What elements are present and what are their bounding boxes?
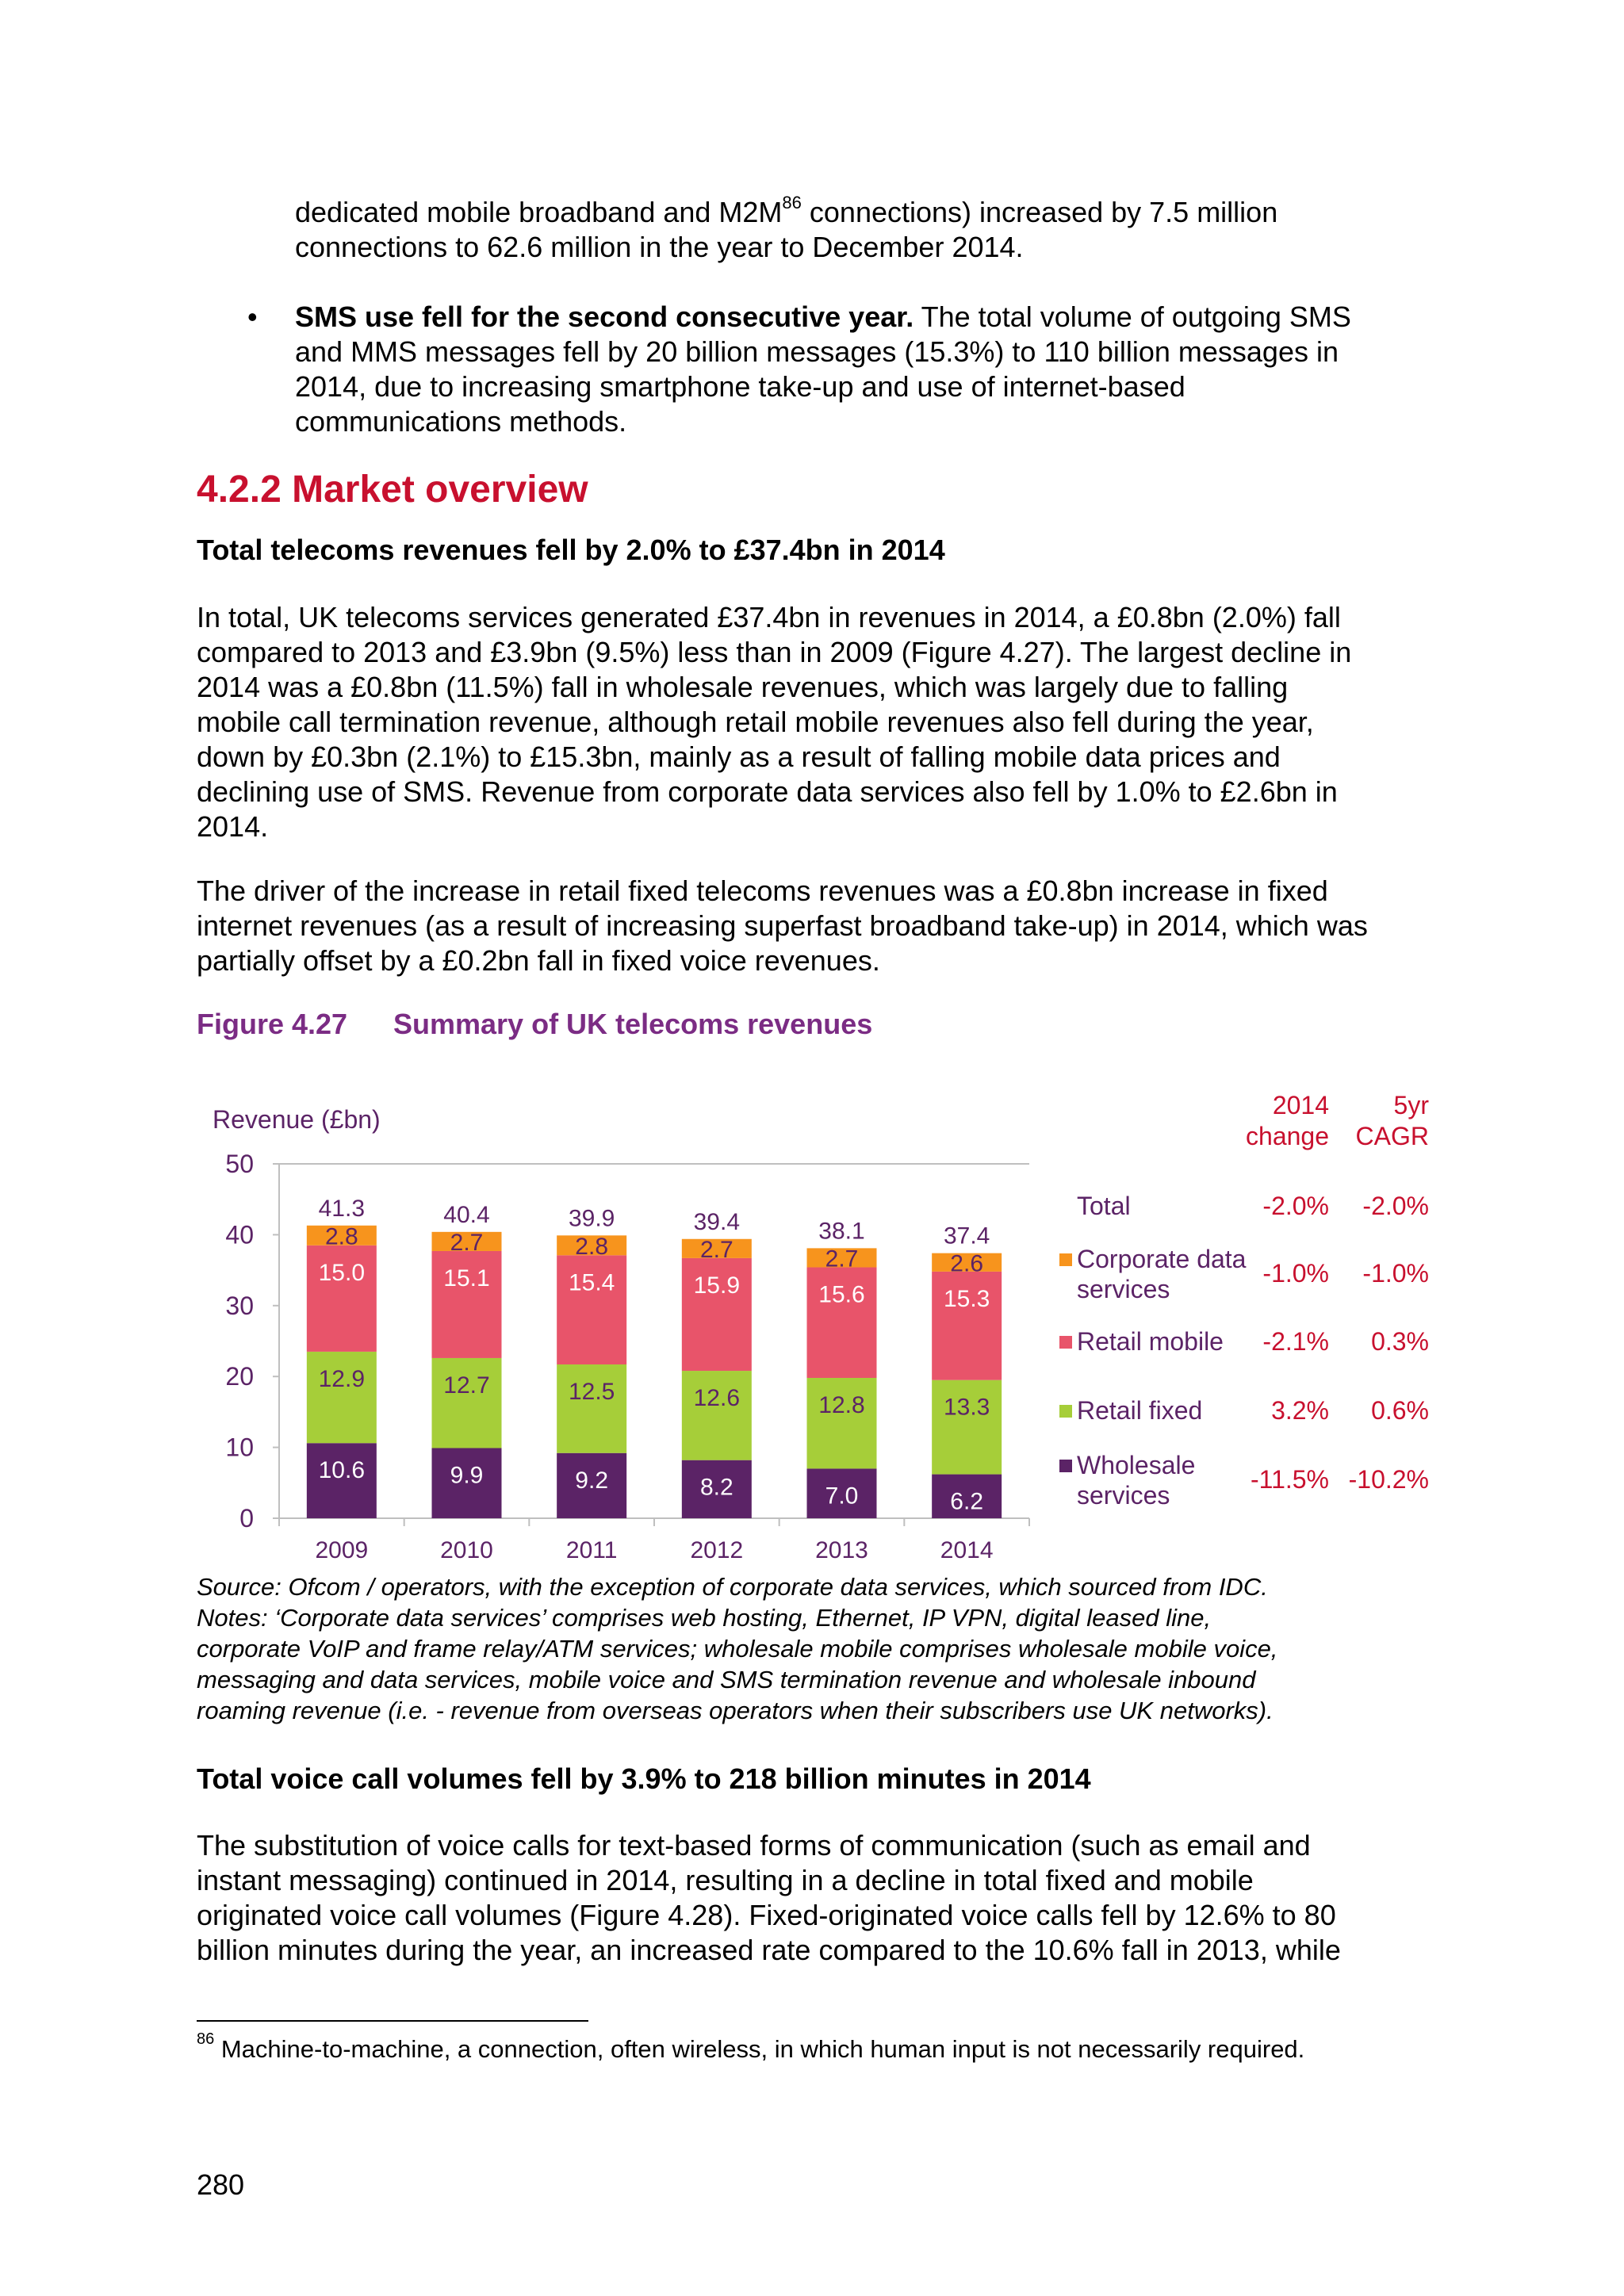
footnote-ref-86[interactable]: 86 [782, 193, 802, 212]
legend-marker [1059, 1336, 1072, 1349]
bar-value-label: 15.6 [818, 1281, 865, 1308]
notes-line3: corporate VoIP and frame relay/ATM services; wholesale mobile comprises wholesale mobile voice, [197, 1635, 1278, 1663]
para3-line1: The substitution of voice calls for text-based forms of communication (such as email and [197, 1829, 1311, 1862]
para1-line5: down by £0.3bn (2.1%) to £15.3bn, mainly as a result of falling mobile data prices and [197, 740, 1281, 773]
bar-value-label: 2.7 [825, 1246, 859, 1272]
para3-line4: billion minutes during the year, an increased rate compared to the 10.6% fall in 2013, while [197, 1934, 1341, 1966]
bar-value-label: 12.9 [318, 1365, 366, 1392]
bar-value-label: 10.6 [318, 1457, 366, 1484]
x-tick-label: 2014 [940, 1537, 994, 1563]
para1-line6: declining use of SMS. Revenue from corporate data services also fell by 1.0% to £2.6bn in [197, 775, 1338, 808]
legend-label: services [1077, 1481, 1170, 1510]
bar-value-label: 13.3 [943, 1394, 990, 1421]
bar-value-label: 2.6 [950, 1250, 984, 1277]
section-heading: 4.2.2 Market overview [197, 469, 588, 511]
notes-line5: roaming revenue (i.e. - revenue from overseas operators when their subscribers use UK networks). [197, 1697, 1274, 1724]
para1-line3: 2014 was a £0.8bn (11.5%) fall in wholesale revenues, which was largely due to falling [197, 671, 1289, 703]
table-header-cagr: 5yr [1393, 1091, 1429, 1119]
footnote [197, 2030, 1305, 2065]
bar-total-label: 39.9 [568, 1205, 615, 1232]
bar-value-label: 9.9 [450, 1462, 484, 1489]
table-change-value: -2.0% [1262, 1192, 1329, 1220]
para2-line2: internet revenues (as a result of increasing superfast broadband take-up) in 2014, which was [197, 909, 1368, 942]
para3-line2: instant messaging) continued in 2014, resulting in a decline in total fixed and mobile [197, 1864, 1254, 1896]
bar-value-label: 8.2 [699, 1474, 733, 1501]
bar-total-label: 37.4 [943, 1223, 990, 1249]
x-tick-label: 2013 [815, 1537, 868, 1563]
bar-value-label: 7.0 [825, 1483, 859, 1510]
y-axis-label: Revenue (£bn) [213, 1105, 381, 1134]
subheading-revenues: Total telecoms revenues fell by 2.0% to £37.4bn in 2014 [197, 534, 945, 566]
bar-segment [557, 1364, 626, 1453]
figure-caption: Summary of UK telecoms revenues [393, 1008, 873, 1040]
y-tick-label: 0 [239, 1504, 254, 1533]
intro-line1-post: connections) increased by 7.5 million [801, 196, 1278, 228]
x-tick-label: 2010 [440, 1537, 493, 1563]
notes-line4: messaging and data services, mobile voice and SMS termination revenue and wholesale inbound [197, 1666, 1256, 1693]
bar-value-label: 2.7 [699, 1236, 733, 1263]
legend-label: Retail mobile [1077, 1327, 1224, 1356]
bullet-icon: • [247, 300, 258, 333]
sms-bullet-line3: 2014, due to increasing smartphone take-up and use of internet-based [295, 370, 1185, 403]
table-cagr-value: 0.3% [1371, 1327, 1429, 1356]
bar-total-label: 39.4 [693, 1208, 741, 1235]
legend-marker [1059, 1253, 1072, 1266]
y-tick-label: 40 [225, 1220, 254, 1249]
y-tick-label: 50 [225, 1150, 254, 1178]
legend-label: Wholesale [1077, 1451, 1196, 1479]
notes-line1: Source: Ofcom / operators, with the exception of corporate data services, which sourced from IDC. [197, 1573, 1268, 1601]
legend-marker [1059, 1405, 1072, 1418]
sms-bullet-bold: SMS use fell for the second consecutive year. [295, 300, 914, 333]
table-change-value: -1.0% [1262, 1259, 1329, 1288]
page-number: 280 [197, 2168, 245, 2201]
bar-total-label: 38.1 [818, 1218, 865, 1245]
sms-bullet-line2: and MMS messages fell by 20 billion messages (15.3%) to 110 billion messages in [295, 335, 1339, 368]
footnote-divider [197, 2020, 588, 2022]
figure-notes [197, 1571, 1481, 1726]
table-header-cagr: CAGR [1355, 1122, 1429, 1150]
bar-value-label: 2.7 [450, 1229, 484, 1256]
table-header-change: 2014 [1272, 1091, 1329, 1119]
footnote-text: Machine-to-machine, a connection, often wireless, in which human input is not necessarily required. [214, 2035, 1305, 2063]
x-tick-label: 2012 [690, 1537, 744, 1563]
bar-value-label: 15.3 [943, 1285, 990, 1312]
bar-value-label: 12.6 [693, 1385, 741, 1412]
bar-value-label: 15.9 [693, 1272, 741, 1299]
table-change-value: -2.1% [1262, 1327, 1329, 1356]
bar-value-label: 15.1 [443, 1265, 490, 1292]
intro-line1-pre: dedicated mobile broadband and M2M [295, 196, 783, 228]
table-cagr-value: -1.0% [1362, 1259, 1429, 1288]
bar-value-label: 15.0 [318, 1259, 366, 1286]
y-tick-label: 20 [225, 1362, 254, 1391]
bar-value-label: 2.8 [575, 1233, 609, 1260]
para1-line4: mobile call termination revenue, although retail mobile revenues also fell during the year, [197, 706, 1314, 738]
bar-value-label: 12.8 [818, 1391, 865, 1418]
legend-label: Retail fixed [1077, 1396, 1203, 1425]
bar-value-label: 6.2 [950, 1488, 984, 1515]
bar-value-label: 15.4 [568, 1269, 615, 1296]
y-tick-label: 30 [225, 1291, 254, 1320]
table-change-value: 3.2% [1271, 1396, 1329, 1425]
table-cagr-value: -10.2% [1348, 1465, 1429, 1494]
legend-marker [1059, 1460, 1072, 1472]
para1-line1: In total, UK telecoms services generated £37.4bn in revenues in 2014, a £0.8bn (2.0%) fall [197, 601, 1341, 633]
sms-bullet-line1: The total volume of outgoing SMS [914, 300, 1351, 333]
bar-total-label: 40.4 [443, 1201, 490, 1228]
sms-bullet-line4: communications methods. [295, 405, 627, 438]
subheading-voice: Total voice call volumes fell by 3.9% to 218 billion minutes in 2014 [197, 1762, 1091, 1795]
table-cagr-value: -2.0% [1362, 1192, 1429, 1220]
paragraph-voice [197, 1828, 1465, 1968]
x-tick-label: 2009 [315, 1537, 369, 1563]
y-tick-label: 10 [225, 1433, 254, 1462]
para1-line7: 2014. [197, 810, 269, 843]
bar-value-label: 2.8 [324, 1223, 358, 1250]
footnote-number: 86 [197, 2030, 215, 2048]
table-change-value: -11.5% [1250, 1465, 1329, 1494]
para1-line2: compared to 2013 and £3.9bn (9.5%) less than in 2009 (Figure 4.27). The largest decline in [197, 636, 1352, 668]
notes-line2: Notes: ‘Corporate data services’ comprises web hosting, Ethernet, IP VPN, digital leased line, [197, 1604, 1212, 1632]
x-tick-label: 2011 [565, 1537, 618, 1563]
legend-label: services [1077, 1275, 1170, 1303]
legend-label: Total [1077, 1192, 1131, 1220]
para2-line1: The driver of the increase in retail fixed telecoms revenues was a £0.8bn increase in fixed [197, 874, 1328, 907]
bar-value-label: 9.2 [575, 1467, 609, 1494]
bar-segment [682, 1371, 752, 1460]
para2-line3: partially offset by a £0.2bn fall in fixed voice revenues. [197, 944, 880, 977]
intro-line2: connections to 62.6 million in the year to December 2014. [295, 231, 1024, 263]
para3-line3: originated voice call volumes (Figure 4.28). Fixed-originated voice calls fell by 12.6% to 80 [197, 1899, 1336, 1931]
bar-value-label: 12.5 [568, 1379, 615, 1406]
figure-number: Figure 4.27 [197, 1008, 348, 1040]
bar-total-label: 41.3 [318, 1195, 366, 1222]
bar-value-label: 12.7 [443, 1372, 490, 1399]
legend-label: Corporate data [1077, 1245, 1247, 1273]
table-cagr-value: 0.6% [1371, 1396, 1429, 1425]
table-header-change: change [1246, 1122, 1329, 1150]
